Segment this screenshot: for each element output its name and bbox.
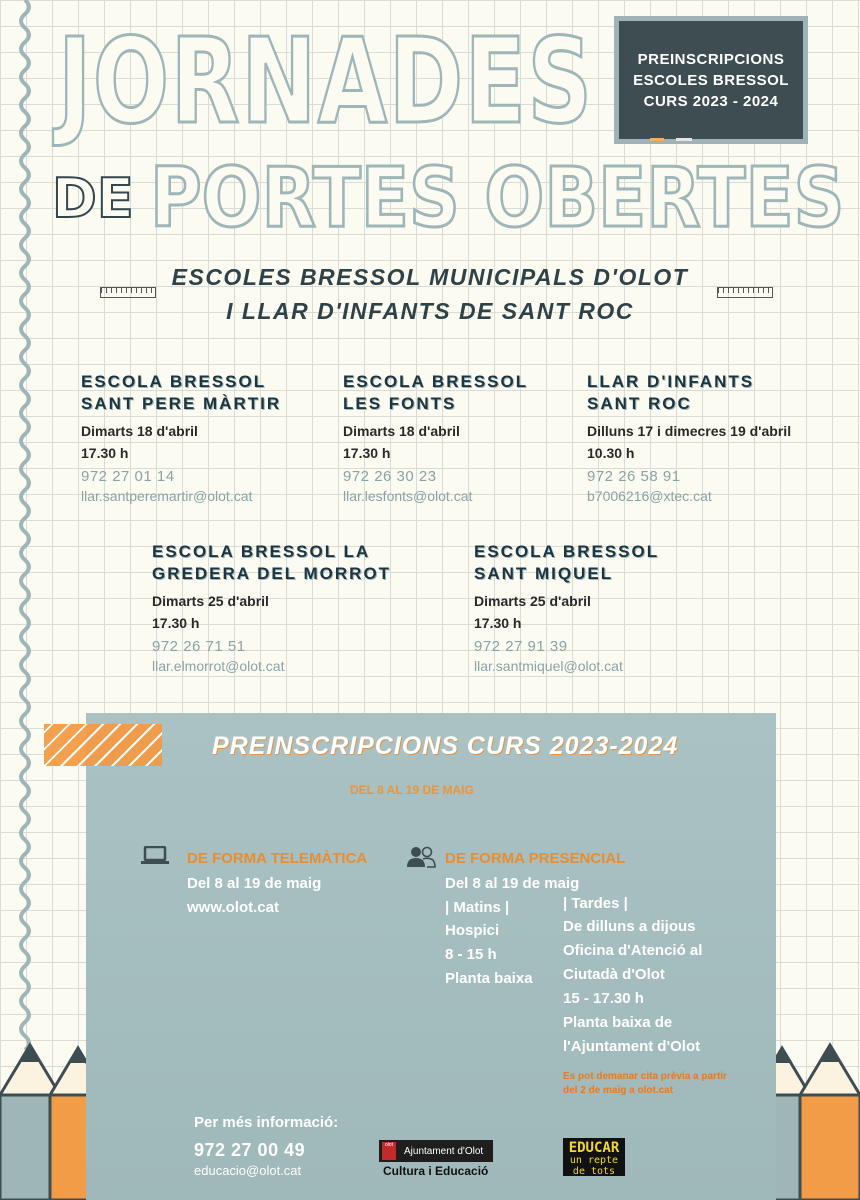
school-email: llar.elmorrot@olot.cat xyxy=(152,658,285,674)
chalk-white xyxy=(676,138,692,141)
afternoons-line: Ciutadà d'Olot xyxy=(563,966,665,983)
title-de: DE xyxy=(52,167,134,230)
school-name: ESCOLA BRESSOL xyxy=(474,542,660,561)
school-name: LLAR D'INFANTS xyxy=(587,372,755,391)
appointment-note: Es pot demanar cita prèvia a partir del 2 de maig a olot.cat xyxy=(563,1071,727,1096)
laptop-icon xyxy=(141,846,169,866)
school-les-fonts xyxy=(343,371,583,505)
school-email: llar.lesfonts@olot.cat xyxy=(343,488,473,504)
contact-phone: 972 27 00 49 xyxy=(194,1140,306,1160)
educar-line-1: EDUCAR xyxy=(568,1140,620,1156)
title-jornades: JORNADES xyxy=(58,12,594,150)
school-name: SANT ROC xyxy=(587,394,692,413)
school-time: 17.30 h xyxy=(152,615,200,631)
school-time: 10.30 h xyxy=(587,445,635,461)
subtitle xyxy=(170,260,690,328)
subtitle-line-1: ESCOLES BRESSOL MUNICIPALS D'OLOT xyxy=(171,264,689,290)
school-date: Dimarts 25 d'abril xyxy=(474,593,591,609)
school-name: LES FONTS xyxy=(343,394,457,413)
school-date: Dimarts 25 d'abril xyxy=(152,593,269,609)
school-gredera-del-morrot xyxy=(152,541,392,675)
contact-email[interactable]: educacio@olot.cat xyxy=(194,1163,302,1178)
preinscription-range: DEL 8 AL 19 DE MAIG xyxy=(350,783,474,797)
online-title: DE FORMA TELEMÀTICA xyxy=(187,850,368,867)
afternoons-line: 15 - 17.30 h xyxy=(563,990,644,1007)
educar-logo xyxy=(563,1138,625,1176)
chalkboard-badge xyxy=(614,16,808,144)
school-sant-roc xyxy=(587,371,797,505)
educar-line-3: de tots xyxy=(572,1166,616,1177)
afternoons-line: l'Ajuntament d'Olot xyxy=(563,1038,701,1055)
mornings-line: 8 - 15 h xyxy=(445,946,497,963)
ajuntament-logo xyxy=(379,1140,493,1162)
mornings-block xyxy=(445,897,555,991)
ruler-right-icon xyxy=(717,287,773,298)
online-web-link[interactable]: www.olot.cat xyxy=(187,899,279,916)
people-icon xyxy=(406,846,436,868)
school-time: 17.30 h xyxy=(343,445,391,461)
school-time: 17.30 h xyxy=(81,445,129,461)
afternoons-line: De dilluns a dijous xyxy=(563,918,696,935)
board-line-3: CURS 2023 - 2024 xyxy=(643,93,779,110)
school-date: Dimarts 18 d'abril xyxy=(81,423,198,439)
school-sant-pere-martir xyxy=(81,371,321,505)
school-email: llar.santmiquel@olot.cat xyxy=(474,658,623,674)
inperson-title: DE FORMA PRESENCIAL xyxy=(445,850,626,867)
board-line-1: PREINSCRIPCIONS xyxy=(637,51,785,68)
school-phone: 972 27 01 14 xyxy=(81,468,175,485)
wavy-border xyxy=(14,0,36,1050)
chalk-orange xyxy=(650,138,664,141)
school-phone: 972 26 58 91 xyxy=(587,468,681,485)
zigzag-tape xyxy=(44,724,162,766)
school-name: ESCOLA BRESSOL xyxy=(343,372,529,391)
online-dates: Del 8 al 19 de maig xyxy=(187,875,322,892)
school-name: SANT MIQUEL xyxy=(474,564,614,583)
school-name: ESCOLA BRESSOL xyxy=(81,372,267,391)
school-phone: 972 26 71 51 xyxy=(152,638,246,655)
school-email: b7006216@xtec.cat xyxy=(587,488,712,504)
subtitle-line-2: I LLAR D'INFANTS DE SANT ROC xyxy=(226,298,634,324)
school-phone: 972 26 30 23 xyxy=(343,468,437,485)
school-time: 17.30 h xyxy=(474,615,522,631)
school-phone: 972 27 91 39 xyxy=(474,638,568,655)
ajuntament-subtitle: Cultura i Educació xyxy=(383,1164,489,1178)
ajuntament-name: Ajuntament d'Olot xyxy=(404,1145,484,1157)
school-name: SANT PERE MÀRTIR xyxy=(81,394,282,413)
afternoons-line: Oficina d'Atenció al xyxy=(563,942,703,959)
school-date: Dilluns 17 i dimecres 19 d'abril xyxy=(587,423,792,439)
school-sant-miquel xyxy=(474,541,714,675)
mornings-label: | Matins | xyxy=(445,899,510,916)
ajuntament-mark-icon: olot xyxy=(382,1142,396,1160)
afternoons-block xyxy=(563,893,743,1059)
board-line-2: ESCOLES BRESSOL xyxy=(633,72,789,89)
mornings-line: Planta baixa xyxy=(445,970,533,987)
preinscription-title: PREINSCRIPCIONS CURS 2023-2024 xyxy=(212,732,679,760)
title-portes-obertes: PORTES OBERTES xyxy=(150,151,845,246)
afternoons-line: Planta baixa de xyxy=(563,1014,673,1031)
school-email: llar.santperemartir@olot.cat xyxy=(81,488,253,504)
educar-line-2: un repte xyxy=(569,1155,619,1166)
afternoons-label: | Tardes | xyxy=(563,895,628,912)
mornings-line: Hospici xyxy=(445,922,500,939)
inperson-dates: Del 8 al 19 de maig xyxy=(445,875,580,892)
more-info-label: Per més informació: xyxy=(194,1114,339,1131)
ruler-left-icon xyxy=(100,287,156,298)
school-name: GREDERA DEL MORROT xyxy=(152,564,392,583)
school-date: Dimarts 18 d'abril xyxy=(343,423,460,439)
school-name: ESCOLA BRESSOL LA xyxy=(152,542,371,561)
